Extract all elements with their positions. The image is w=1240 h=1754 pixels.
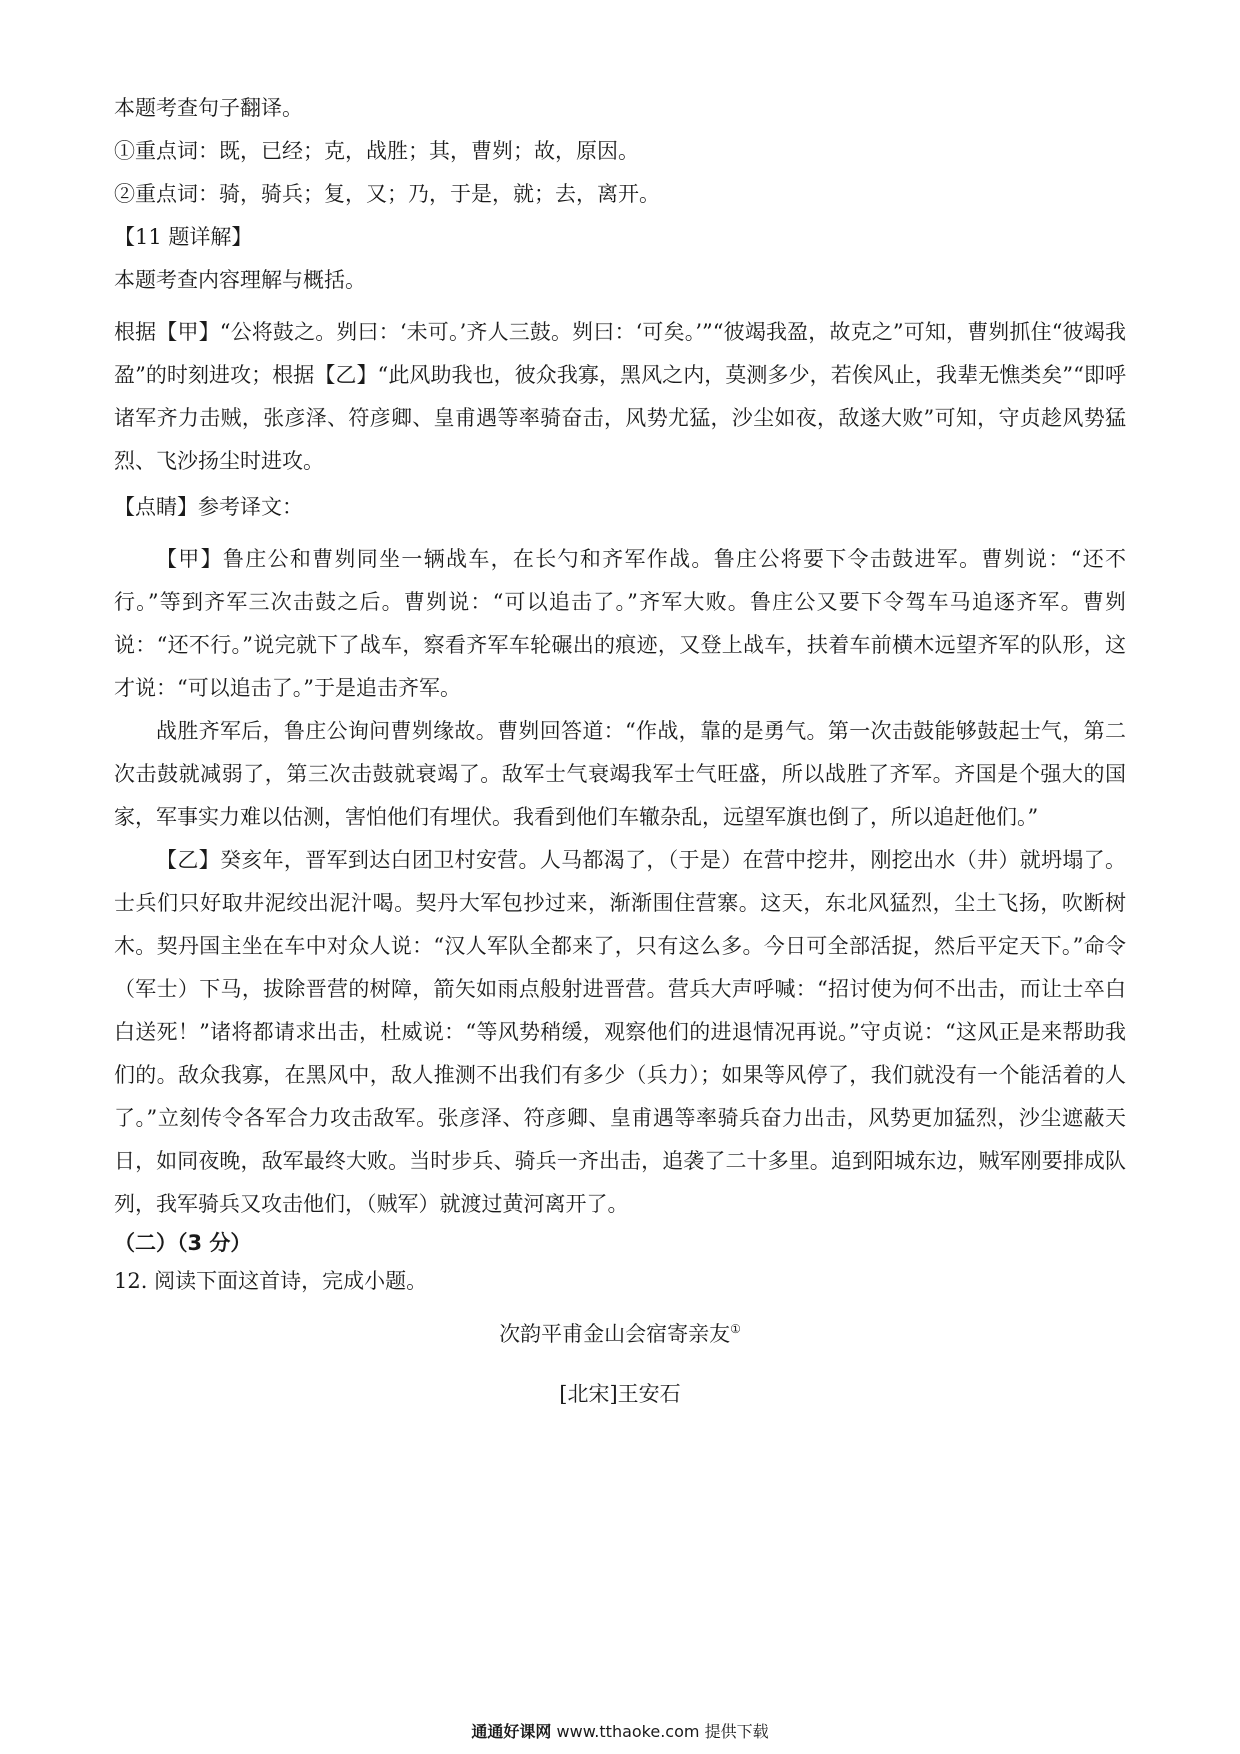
tip-heading: 【点睛】参考译文： [114,495,303,519]
translation-jia-paragraph-1: 【甲】鲁庄公和曹刿同坐一辆战车，在长勺和齐军作战。鲁庄公将要下令击鼓进军。曹刿说：“还不行。”等到齐军三次击鼓之后。曹刿说：“可以追击了。”齐军大败。鲁庄公又要下令驾车马追逐齐军。曹刿说：“还不行。”说完就下了战车，察看齐军车轮碾出的痕迹，又登上战车，扶着车前横木远望齐军的队形，这才说：“可以追击了。”于是追击齐军。 [114,547,1126,700]
translation-yi-paragraph: 【乙】癸亥年，晋军到达白团卫村安营。人马都渴了，（于是）在营中挖井，刚挖出水（井）就坍塌了。士兵们只好取井泥绞出泥汁喝。契丹大军包抄过来，渐渐围住营寨。这天，东北风猛烈，尘土飞扬，吹断树木。契丹国主坐在车中对众人说：“汉人军队全都来了，只有这么多。今日可全部活捉，然后平定天下。”命令（军士）下马，拔除晋营的树障，箭矢如雨点般射进晋营。营兵大声呼喊：“招讨使为何不出击，而让士卒白白送死！”诸将都请求出击，杜威说：“等风势稍缓，观察他们的进退情况再说。”守贞说：“这风正是来帮助我们的。敌众我寡，在黑风中，敌人推测不出我们有多少（兵力）；如果等风停了，我们就没有一个能活着的人了。”立刻传令各军合力攻击敌军。张彦泽、符彦卿、皇甫遇等率骑兵奋力出击，风势更加猛烈，沙尘遮蔽天日，如同夜晚，敌军最终大败。当时步兵、骑兵一齐出击，追袭了二十多里。追到阳城东边，贼军刚要排成队列，我军骑兵又攻击他们，（贼军）就渡过黄河离开了。 [114,848,1126,1216]
page-content [114,96,1126,1408]
q11-heading: 【11 题详解】 [114,225,253,249]
key-words-2: ②重点词：骑，骑兵；复，又；乃，于是，就；去，离开。 [114,182,660,206]
footer-suffix: 提供下载 [704,1722,769,1741]
page-footer [0,1722,1240,1742]
poem-author: [北宋]王安石 [559,1382,681,1406]
question-12: 12. 阅读下面这首诗，完成小题。 [114,1269,428,1293]
key-words-1: ①重点词：既，已经；克，战胜；其，曹刿；故，原因。 [114,139,639,163]
poem-title [114,1320,1126,1348]
translation-jia-paragraph-2: 战胜齐军后，鲁庄公询问曹刿缘故。曹刿回答道：“作战，靠的是勇气。第一次击鼓能够鼓起士气，第二次击鼓就减弱了，第三次击鼓就衰竭了。敌军士气衰竭我军士气旺盛，所以战胜了齐军。齐国是个强大的国家，军事实力难以估测，害怕他们有埋伏。我看到他们车辙杂乱，远望军旗也倒了，所以追赶他们。” [114,719,1126,829]
poem-footnote-mark: ① [730,1322,741,1336]
q11-intro: 本题考查内容理解与概括。 [114,268,366,292]
footer-url[interactable]: www.tthaoke.com [556,1722,700,1741]
translation-intro: 本题考查句子翻译。 [114,96,303,120]
footer-site-name: 通通好课网 [471,1722,552,1741]
poem-title-text: 次韵平甫金山会宿寄亲友 [499,1322,731,1346]
section-two-heading: （二）（3 分） [114,1231,252,1255]
q11-analysis: 根据【甲】“公将鼓之。刿曰：‘未可。’齐人三鼓。刿曰：‘可矣。’”“彼竭我盈，故克之”可知，曹刿抓住“彼竭我盈”的时刻进攻；根据【乙】“此风助我也，彼众我寡，黑风之内，莫测多少，若俟风止，我辈无憔类矣”“即呼诸军齐力击贼，张彦泽、符彦卿、皇甫遇等率骑奋击，风势尤猛，沙尘如夜，敌遂大败”可知，守贞趁风势猛烈、飞沙扬尘时进攻。 [114,320,1126,473]
